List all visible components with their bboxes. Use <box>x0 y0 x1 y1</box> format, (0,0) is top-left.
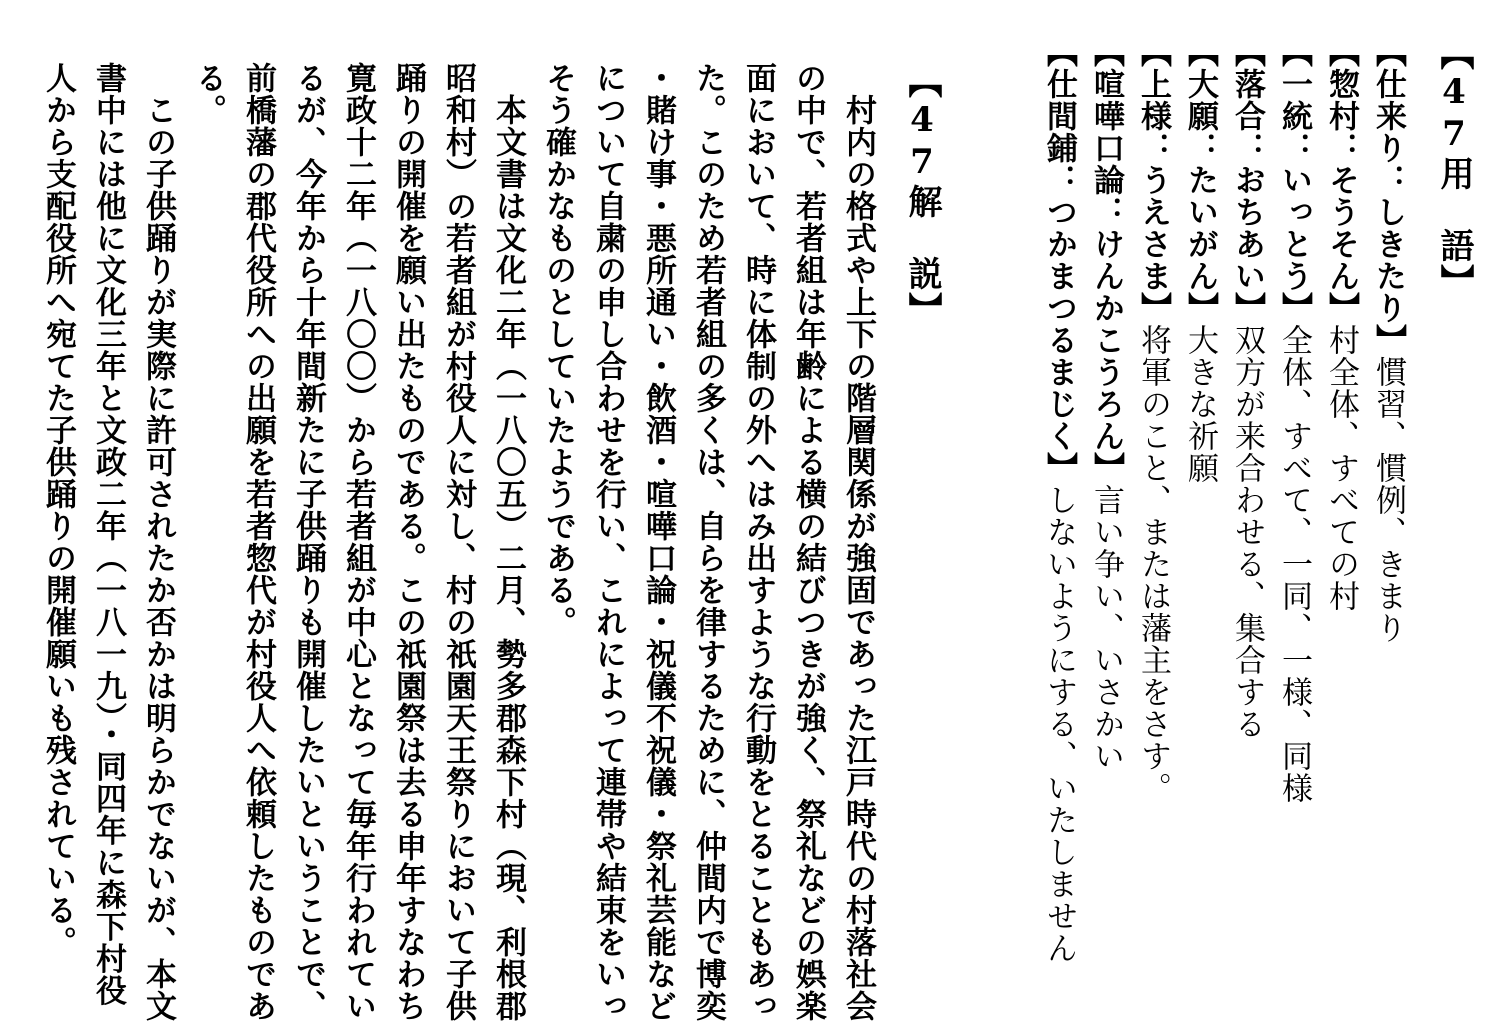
commentary-line: の中で、若者組は年齢による横の結びつきが強く、祭礼などの娯楽 <box>790 62 826 1022</box>
glossary-definition: 双方が来合わせる、集合する <box>1229 324 1265 740</box>
glossary-definition: 全体、すべて、一同、一様、同様 <box>1276 324 1312 804</box>
glossary-term: 【仕来り：しきたり】 <box>1370 36 1406 356</box>
commentary-line: 寛政十二年（一八〇〇）から若者組が中心となって毎年行われてい <box>340 62 376 1022</box>
glossary-heading: 【47用 語】 <box>1434 36 1474 300</box>
glossary-term: 【大願：たいがん】 <box>1182 36 1218 324</box>
commentary-line: る。 <box>190 62 226 126</box>
commentary-line: について自粛の申し合わせを行い、これによって連帯や結束をいっ <box>590 62 626 1022</box>
commentary-line: 踊りの開催を願い出たものである。この祇園祭は去る申年すなわち <box>390 62 426 1022</box>
glossary-entry <box>1323 36 1359 612</box>
glossary-definition: しないようにする、いたしません <box>1041 484 1077 964</box>
commentary-line: 昭和村）の若者組が村役人に対し、村の祇園天王祭りにおいて子供 <box>440 62 476 1022</box>
glossary-term: 【一統：いっとう】 <box>1276 36 1312 324</box>
commentary-line: 面において、時に体制の外へはみ出すような行動をとることもあっ <box>740 62 776 1022</box>
commentary-line: 前橋藩の郡代役所への出願を若者惣代が村役人へ依頼したものであ <box>240 62 276 1022</box>
glossary-definition: 村全体、すべての村 <box>1323 324 1359 612</box>
commentary-line: 村内の格式や上下の階層関係が強固であった江戸時代の村落社会 <box>840 62 876 1022</box>
glossary-definition: 大きな祈願 <box>1182 324 1218 484</box>
commentary-line: この子供踊りが実際に許可されたか否かは明らかでないが、本文 <box>140 62 176 1022</box>
glossary-entry <box>1229 36 1265 740</box>
glossary-entry <box>1370 36 1406 644</box>
glossary-definition: 将軍のこと、または藩主をさす。 <box>1135 324 1171 804</box>
glossary-term: 【惣村：そうそん】 <box>1323 36 1359 324</box>
commentary-line: た。このため若者組の多くは、自らを律するために、仲間内で博奕 <box>690 62 726 1022</box>
commentary-line: そう確かなものとしていたようである。 <box>540 62 576 638</box>
glossary-definition: 言い争い、いさかい <box>1088 484 1124 772</box>
commentary-line: ・賭け事・悪所通い・飲酒・喧嘩口論・祝儀不祝儀・祭礼芸能など <box>640 62 676 1022</box>
commentary-line: るが、今年から十年間新たに子供踊りも開催したいということで、 <box>290 62 326 1022</box>
glossary-term: 【仕間鋪：つかまつるまじく】 <box>1041 36 1077 484</box>
glossary-entry <box>1276 36 1312 804</box>
glossary-term: 【喧嘩口論：けんかこうろん】 <box>1088 36 1124 484</box>
glossary-entry <box>1135 36 1171 804</box>
commentary-heading: 【47解 説】 <box>902 64 942 328</box>
commentary-line: 人から支配役所へ宛てた子供踊りの開催願いも残されている。 <box>40 62 76 958</box>
glossary-term: 【落合：おちあい】 <box>1229 36 1265 324</box>
glossary-entry <box>1041 36 1077 964</box>
glossary-term: 【上様：うえさま】 <box>1135 36 1171 324</box>
commentary-line: 書中には他に文化三年と文政二年（一八一九）・同四年に森下村役 <box>90 62 126 1007</box>
glossary-entry <box>1088 36 1124 772</box>
commentary-line: 本文書は文化二年（一八〇五）二月、勢多郡森下村（現、利根郡 <box>490 62 526 1022</box>
glossary-entry <box>1182 36 1218 484</box>
glossary-definition: 慣習、慣例、きまり <box>1370 356 1406 644</box>
